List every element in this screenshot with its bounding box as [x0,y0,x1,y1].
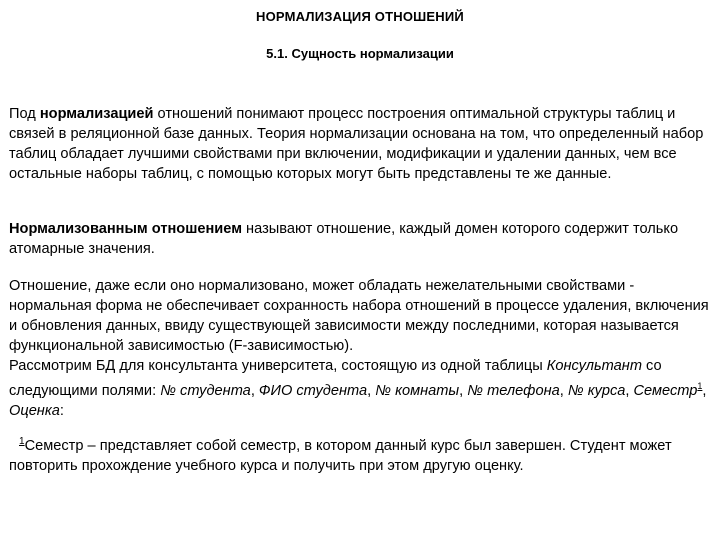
p2-post: называют отношение, каждый домен которого содержит только атомарные значения. [9,221,679,257]
separator: , [250,383,259,399]
term-normalized-relation: Нормализованным отношением [9,221,242,237]
footnote-text: Семестр – представляет собой семестр, в котором данный курс был завершен. Студент может повторить прохождение учебного курса и получить при этом другую оценку. [9,438,672,474]
p3-line2-mid: со следующими полями: [9,358,662,399]
separator: , [459,383,468,399]
term-normalization: нормализацией [39,106,154,122]
field-phone-no: № телефона [467,383,560,399]
field-room-no: № комнаты [375,383,460,399]
paragraph-normalized-relation [9,219,713,259]
footnote-mark: 1 [19,436,25,447]
separator: , [702,383,707,399]
field-course-no: № курса [567,383,626,399]
field-student-no: № студента [160,383,251,399]
separator: , [559,383,568,399]
paragraph-functional-dependency [9,276,713,421]
page-title: НОРМАЛИЗАЦИЯ ОТНОШЕНИЙ [256,9,464,24]
section-subtitle: 5.1. Сущность нормализации [266,46,454,61]
separator: , [367,383,376,399]
p3-line2-pre: Рассмотрим БД для консультанта университета, состоящую из одной таблицы [9,358,547,374]
field-semester: Семестр [633,383,698,399]
p1-post: отношений понимают процесс построения оптимальной структуры таблиц и связей в реляционной базе данных. Теория нормализации основана на том, что определенный набор таблиц обладает лучшими свойствами при включении, модификации и удалении данных, чем все остальные наборы таблиц, с помощью которых могут быть представлены те же данные. [9,106,704,182]
field-grade: Оценка [9,403,60,419]
p3-line1: Отношение, даже если оно нормализовано, может обладать нежелательными свойствами - нормальная форма не обеспечивает сохранность набора отношений в процессе удаления, включения и обновления данных, ввиду существующей зависимости между последними, которая называется функциональной зависимостью (F-зависимостью). [9,278,709,354]
colon: : [59,403,64,419]
paragraph-normalization-definition [9,104,713,184]
field-student-name: ФИО студента [258,383,368,399]
p1-pre: Под [9,106,40,122]
footnote [9,432,713,476]
table-name: Консультант [546,358,642,374]
footnote-reference-link[interactable]: 1 [697,381,703,391]
separator: , [625,383,634,399]
